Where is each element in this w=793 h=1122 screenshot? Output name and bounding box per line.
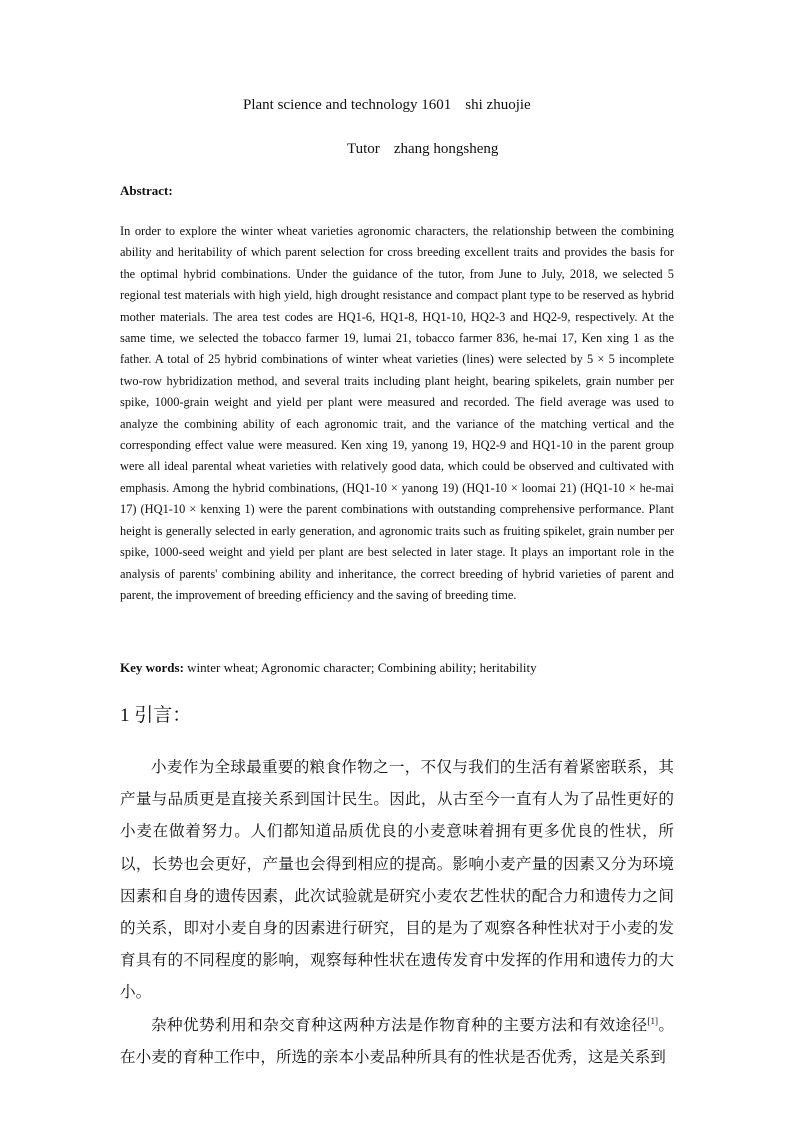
section-heading: 1 引言： — [120, 705, 192, 726]
keywords-label: Key words: — [120, 660, 184, 675]
abstract-heading: Abstract: — [120, 183, 173, 198]
major-class: Plant science and technology 1601 — [243, 97, 452, 113]
paragraph-text: 杂种优势利用和杂交育种这两种方法是作物育种的主要方法和有效途径 — [151, 1016, 648, 1034]
paragraph-text: 。在小麦的育种工作中，所选的亲本小麦品种所具有的性状是否优秀，这是关系到 — [120, 1016, 674, 1066]
tutor-line — [347, 141, 498, 158]
citation-ref: [1] — [647, 1015, 658, 1026]
section-body — [120, 752, 674, 1074]
keywords-line — [120, 660, 537, 676]
body-paragraph: 小麦作为全球最重要的粮食作物之一，不仅与我们的生活有着紧密联系，其产量与品质更是直接关系到国计民生。因此，从古至今一直有人为了品性更好的小麦在做着努力。人们都知道品质优良的小麦意味着拥有更多优良的性状，所以，长势也会更好，产量也会得到相应的提高。影响小麦产量的因素又分为环境因素和自身的遗传因素，此次试验就是研究小麦农艺性状的配合力和遗传力之间的关系，即对小麦自身的因素进行研究，目的是为了观察各种性状对于小麦的发育具有的不同程度的影响，观察每种性状在遗传发育中发挥的作用和遗传力的大小。 — [120, 759, 674, 1002]
body-paragraph — [120, 1010, 674, 1074]
student-name: shi zhuojie — [465, 97, 531, 113]
keywords-text: winter wheat; Agronomic character; Combining ability; heritability — [183, 660, 537, 675]
tutor-label: Tutor — [347, 141, 380, 157]
author-line — [243, 97, 531, 114]
abstract-text: In order to explore the winter wheat varieties agronomic characters, the relationship between the combining ability and heritability of which parent selection for cross breeding excellent traits and provides the basis for the optimal hybrid combinations. Under the guidance of the tutor, from June to July, 2018, we selected 5 regional test materials with high yield, high drought resistance and compact plant type to be reserved as hybrid mother materials. The area test codes are HQ1-6, HQ1-8, HQ1-10, HQ2-3 and HQ2-9, respectively. At the same time, we selected the tobacco farmer 19, lumai 21, tobacco farmer 836, he-mai 17, Ken xing 1 as the father. A total of 25 hybrid combinations of winter wheat varieties (lines) were selected by 5 × 5 incomplete two-row hybridization method, and several traits including plant height, bearing spikelets, grain number per spike, 1000-grain weight and yield per plant were measured and recorded. The field average was used to analyze the combining ability of each agronomic trait, and the variance of the matching vertical and the corresponding effect value were measured. Ken xing 19, yanong 19, HQ2-9 and HQ1-10 in the parent group were all ideal parental wheat varieties with relatively good data, which could be observed and cultivated with emphasis. Among the hybrid combinations, (HQ1-10 × yanong 19) (HQ1-10 × loomai 21) (HQ1-10 × he-mai 17) (HQ1-10 × kenxing 1) were the parent combinations with outstanding comprehensive performance. Plant height is generally selected in early generation, and agronomic traits such as fruiting spikelet, grain number per spike, 1000-seed weight and yield per plant are best selected in later stage. It plays an important role in the analysis of parents' combining ability and inheritance, the correct breeding of hybrid varieties of parent and parent, the improvement of breeding efficiency and the saving of breeding time. — [120, 224, 674, 602]
tutor-name: zhang hongsheng — [393, 141, 499, 157]
